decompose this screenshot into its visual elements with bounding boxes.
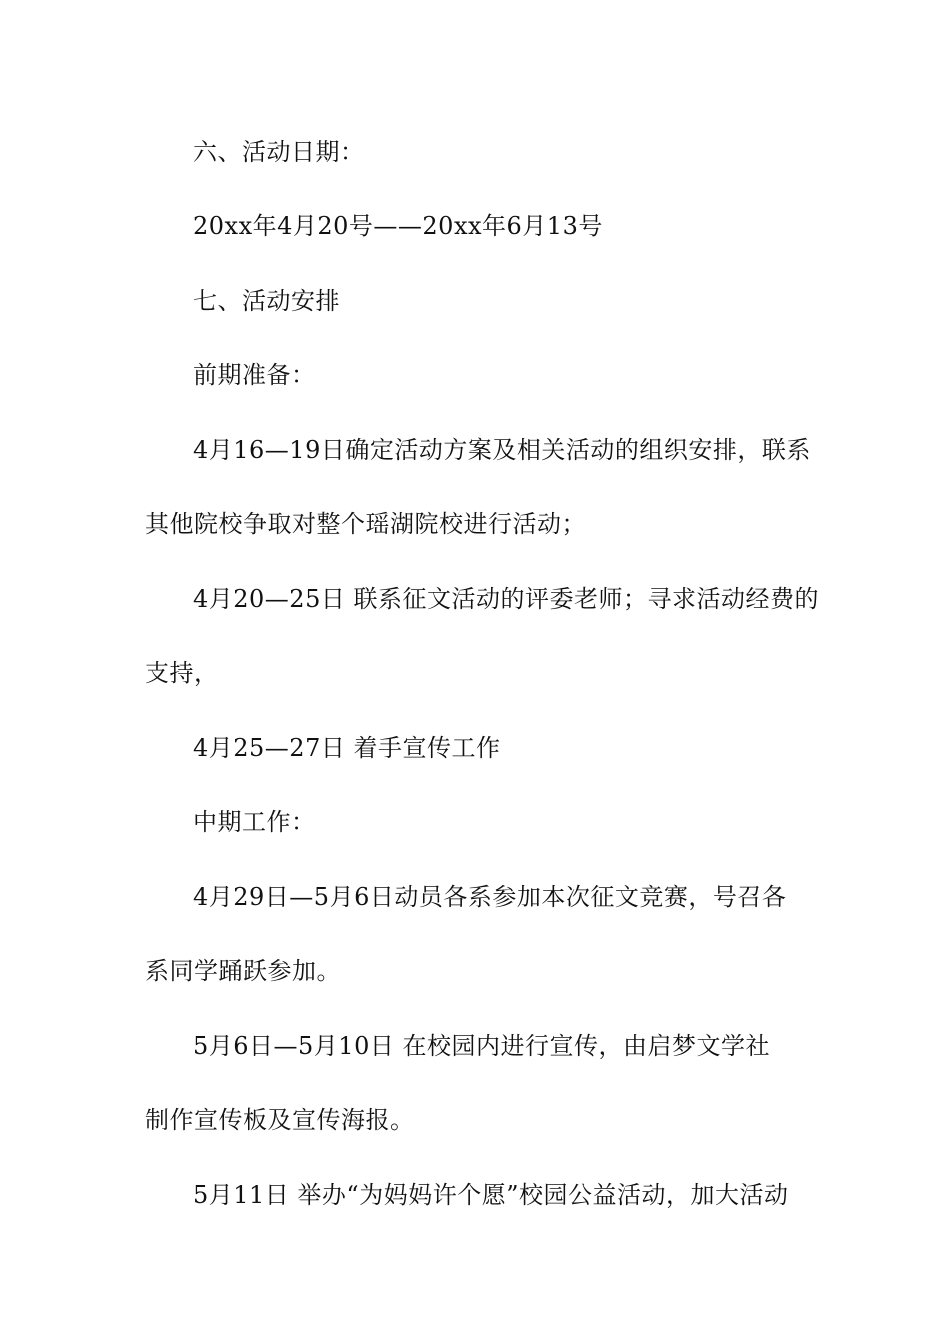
mid-item-1-line-2: 系同学踊跃参加。 — [145, 957, 341, 985]
mid-item-1-line-1: 4月29日—5月6日动员各系参加本次征文竞赛，号召各 — [193, 883, 787, 911]
section-7-heading: 七、活动安排 — [193, 287, 340, 315]
preparation-heading: 前期准备： — [193, 361, 316, 389]
prep-item-2-line-1: 4月20—25日 联系征文活动的评委老师；寻求活动经费的 — [193, 585, 819, 613]
prep-item-3: 4月25—27日 着手宣传工作 — [193, 734, 501, 762]
prep-item-2-line-2: 支持， — [145, 659, 219, 687]
prep-item-1-line-1: 4月16—19日确定活动方案及相关活动的组织安排，联系 — [193, 436, 811, 464]
section-6-heading: 六、活动日期： — [193, 138, 365, 166]
mid-item-2-line-1: 5月6日—5月10日 在校园内进行宣传，由启梦文学社 — [193, 1032, 770, 1060]
prep-item-1-line-2: 其他院校争取对整个瑶湖院校进行活动； — [145, 510, 586, 538]
mid-item-2-line-2: 制作宣传板及宣传海报。 — [145, 1106, 415, 1134]
activity-date-range: 20xx年4月20号——20xx年6月13号 — [193, 212, 603, 240]
midterm-heading: 中期工作： — [193, 808, 316, 836]
mid-item-3-line-1: 5月11日 举办“为妈妈许个愿”校园公益活动，加大活动 — [193, 1181, 789, 1209]
